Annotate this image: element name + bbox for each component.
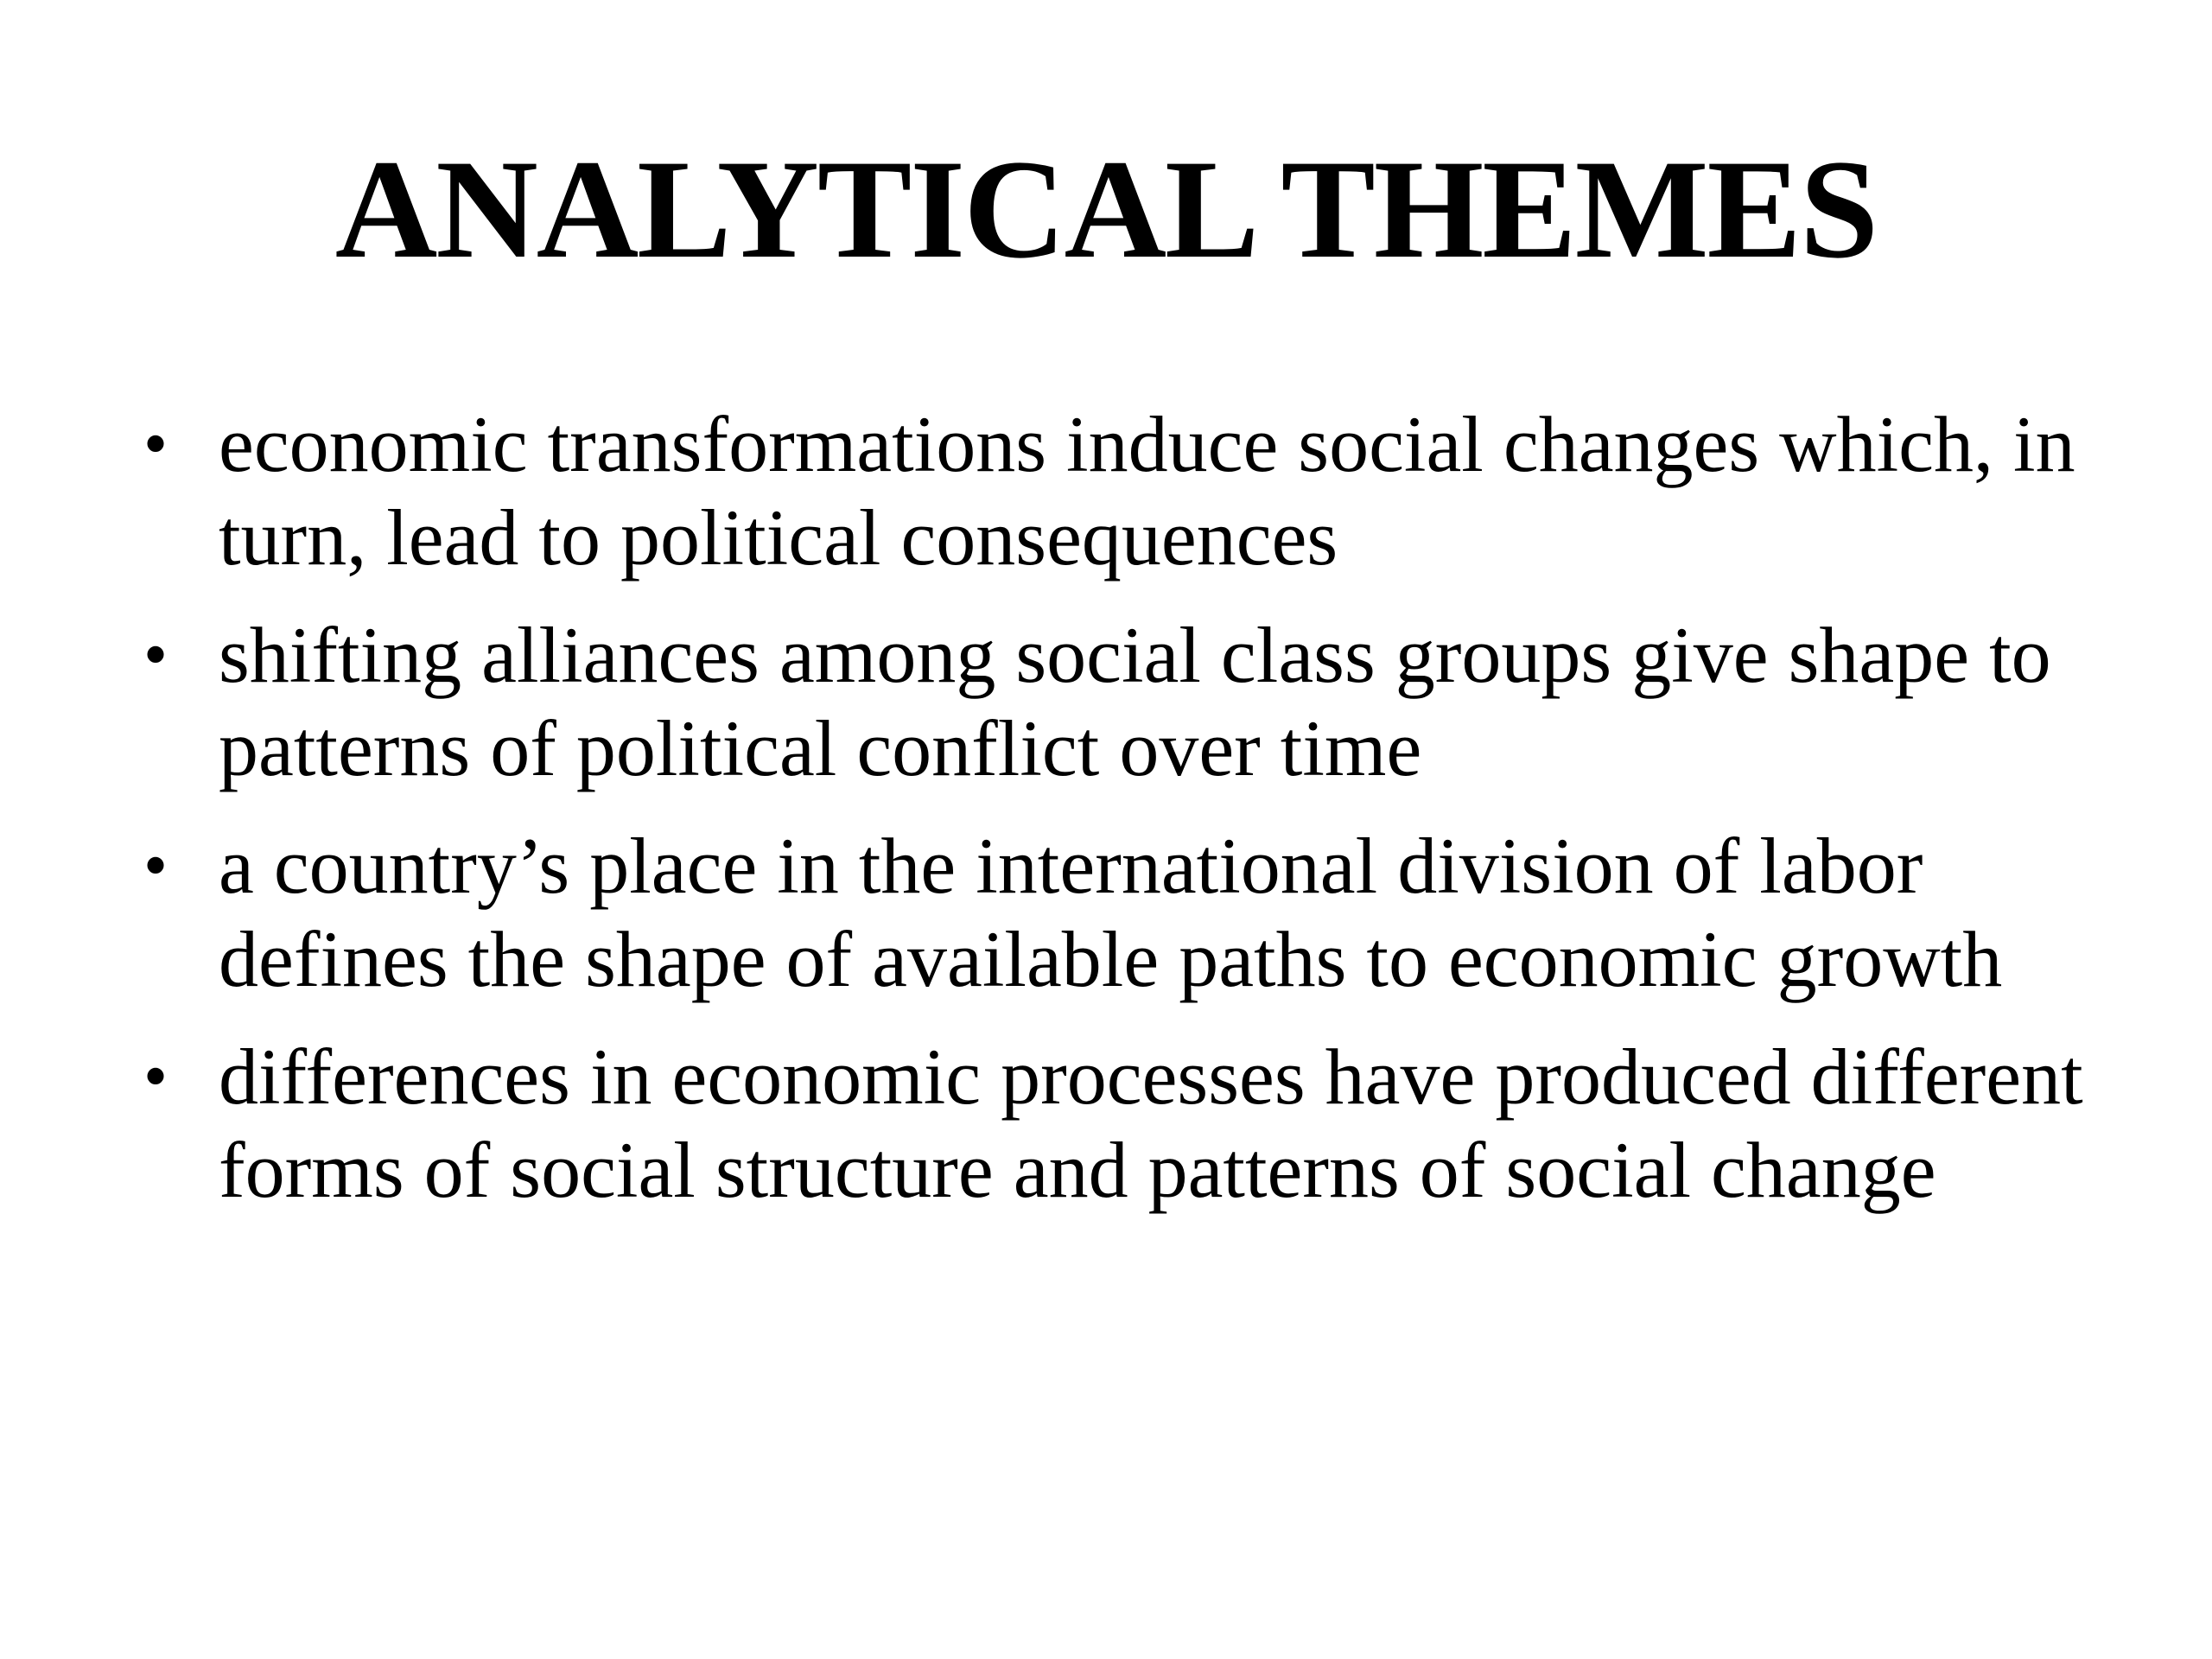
bullet-dot-icon: • xyxy=(143,406,168,482)
bullet-dot-icon: • xyxy=(143,828,168,904)
bullet-text: a country’s place in the international division of labor defines the shape of available paths to economic growth xyxy=(219,822,2003,1003)
bullet-text: differences in economic processes have produced different forms of social structure and patterns of social change xyxy=(219,1033,2083,1214)
list-item xyxy=(130,608,2117,795)
bullet-list xyxy=(130,397,2117,1241)
bullet-text: economic transformations induce social changes which, in turn, lead to political consequences xyxy=(219,400,2075,582)
list-item xyxy=(130,397,2117,584)
bullet-text: shifting alliances among social class groups give shape to patterns of political conflict over time xyxy=(219,611,2051,792)
list-item xyxy=(130,819,2117,1006)
slide-title: ANALYTICAL THEMES xyxy=(334,131,1878,288)
list-item xyxy=(130,1030,2117,1217)
bullet-dot-icon: • xyxy=(143,617,168,693)
bullet-dot-icon: • xyxy=(143,1039,168,1115)
